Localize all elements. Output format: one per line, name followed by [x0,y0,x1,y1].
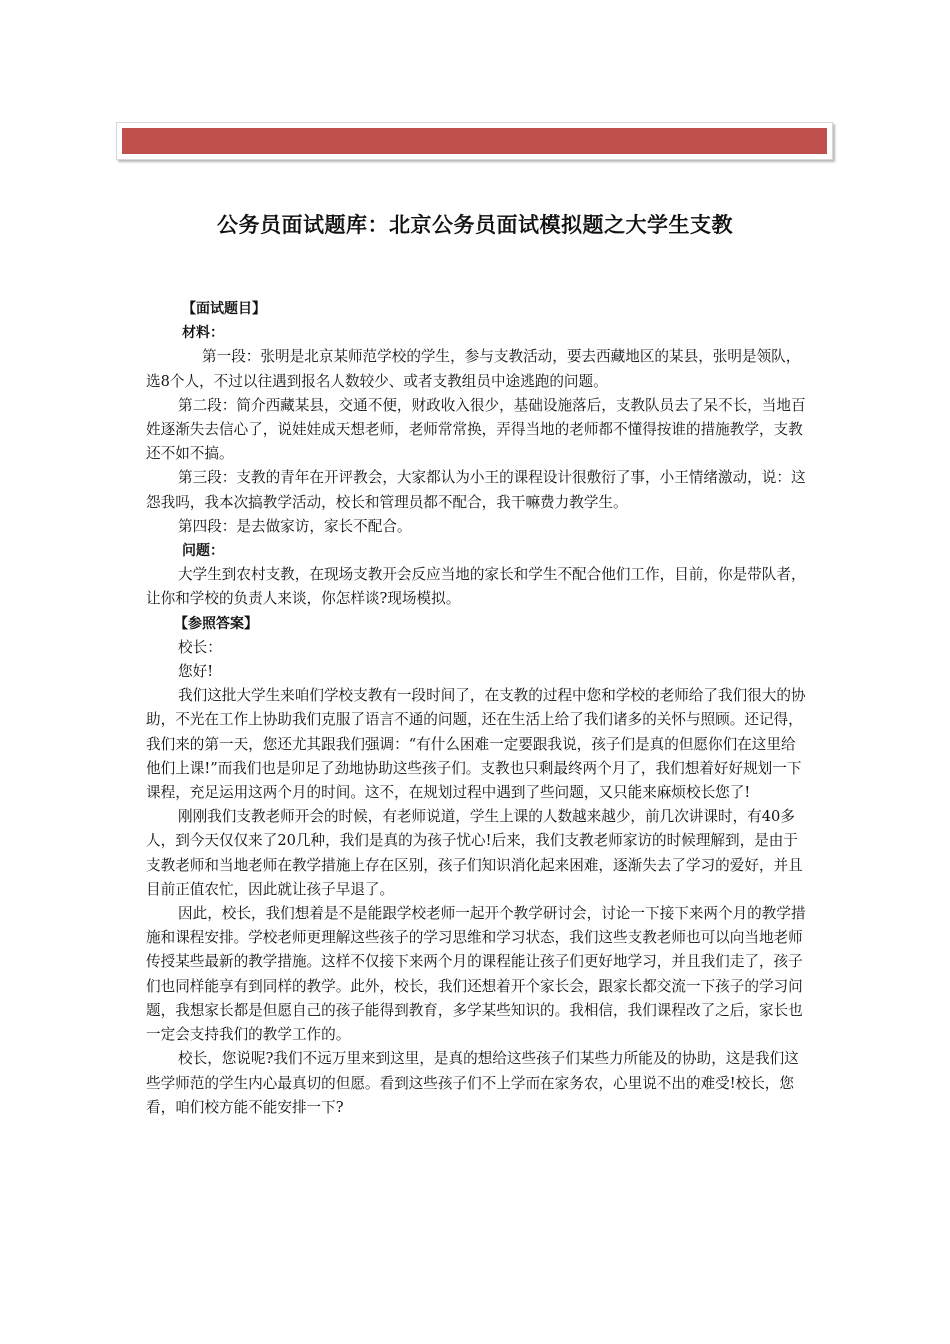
header-banner [116,122,833,160]
material-paragraph-1: 第一段：张明是北京某师范学校的学生，参与支教活动，要去西藏地区的某县，张明是领队，选8个人，不过以往遇到报名人数较少、或者支教组员中途逃跑的问题。 [146,348,801,390]
material-paragraph-2: 第二段：简介西藏某县，交通不便，财政收入很少，基础设施落后，支教队员去了呆不长，当地百姓逐渐失去信心了，说娃娃成天想老师，老师常常换，弄得当地的老师都不懂得按谁的措施教学，支教还不如不搞。 [146,396,806,463]
answer-paragraph-2: 刚刚我们支教老师开会的时候，有老师说道，学生上课的人数越来越少，前几次讲课时，有40多人，到今天仅仅来了20几种，我们是真的为孩子忧心!后来，我们支教老师家访的时候理解到，是由于支教老师和当地老师在教学措施上存在区别，孩子们知识消化起来困难，逐渐失去了学习的爱好，并且目前正值农忙，因此就让孩子早退了。 [146,808,803,898]
question-label: 问题： [182,543,224,560]
answer-salutation: 校长： [178,638,222,656]
material-paragraph-4: 第四段：是去做家访，家长不配合。 [178,517,412,535]
answer-paragraph-3: 因此，校长，我们想着是不是能跟学校老师一起开个教学研讨会，讨论一下接下来两个月的教学措施和课程安排。学校老师更理解这些孩子的学习思维和学习状态，我们这些支教老师也可以向当地老师传授某些最新的教学措施。这样不仅接下来两个月的课程能让孩子们更好地学习，并且我们走了，孩子们也同样能享有到同样的教学。此外，校长，我们还想着开个家长会，跟家长都交流一下孩子的学习问题，我想家长都是但愿自己的孩子能得到教育，多学某些知识的。我相信，我们课程改了之后，家长也一定会支持我们的教学工作的。 [146,905,806,1044]
answer-greeting: 您好! [178,663,214,681]
answer-paragraph-4: 校长，您说呢?我们不远万里来到这里，是真的想给这些孩子们某些力所能及的协助，这是我们这些学师范的学生内心最真切的但愿。看到这些孩子们不上学而在家务农，心里说不出的难受!校长，您看，咱们校方能不能安排一下? [146,1050,799,1116]
header-banner-fill [122,128,827,154]
document-title: 公务员面试题库：北京公务员面试模拟题之大学生支教 [217,213,733,237]
document-body [146,297,810,1120]
question-heading: 【面试题目】 [182,301,266,317]
question-text: 大学生到农村支教，在现场支教开会反应当地的家长和学生不配合他们工作，目前，你是带队者，让你和学校的负责人来谈，你怎样谈?现场模拟。 [146,566,806,608]
answer-paragraph-1: 我们这批大学生来咱们学校支教有一段时间了，在支教的过程中您和学校的老师给了我们很大的协助，不光在工作上协助我们克服了语言不通的问题，还在生活上给了我们诸多的关怀与照顾。还记得，我们来的第一天，您还尤其跟我们强调：“有什么困难一定要跟我说，孩子们是真的但愿你们在这里给他们上课!”而我们也是卯足了劲地协助这些孩子们。支教也只剩最终两个月了，我们想着好好规划一下课程，充足运用这两个月的时间。这不，在规划过程中遇到了些问题，又只能来麻烦校长您了! [146,687,806,802]
material-paragraph-3: 第三段：支教的青年在开评教会，大家都认为小王的课程设计很敷衍了事，小王情绪激动，说：这怨我吗，我本次搞教学活动，校长和管理员都不配合，我干嘛费力教学生。 [146,469,806,511]
answer-heading: 【参照答案】 [174,615,258,632]
material-label: 材料： [182,325,224,342]
